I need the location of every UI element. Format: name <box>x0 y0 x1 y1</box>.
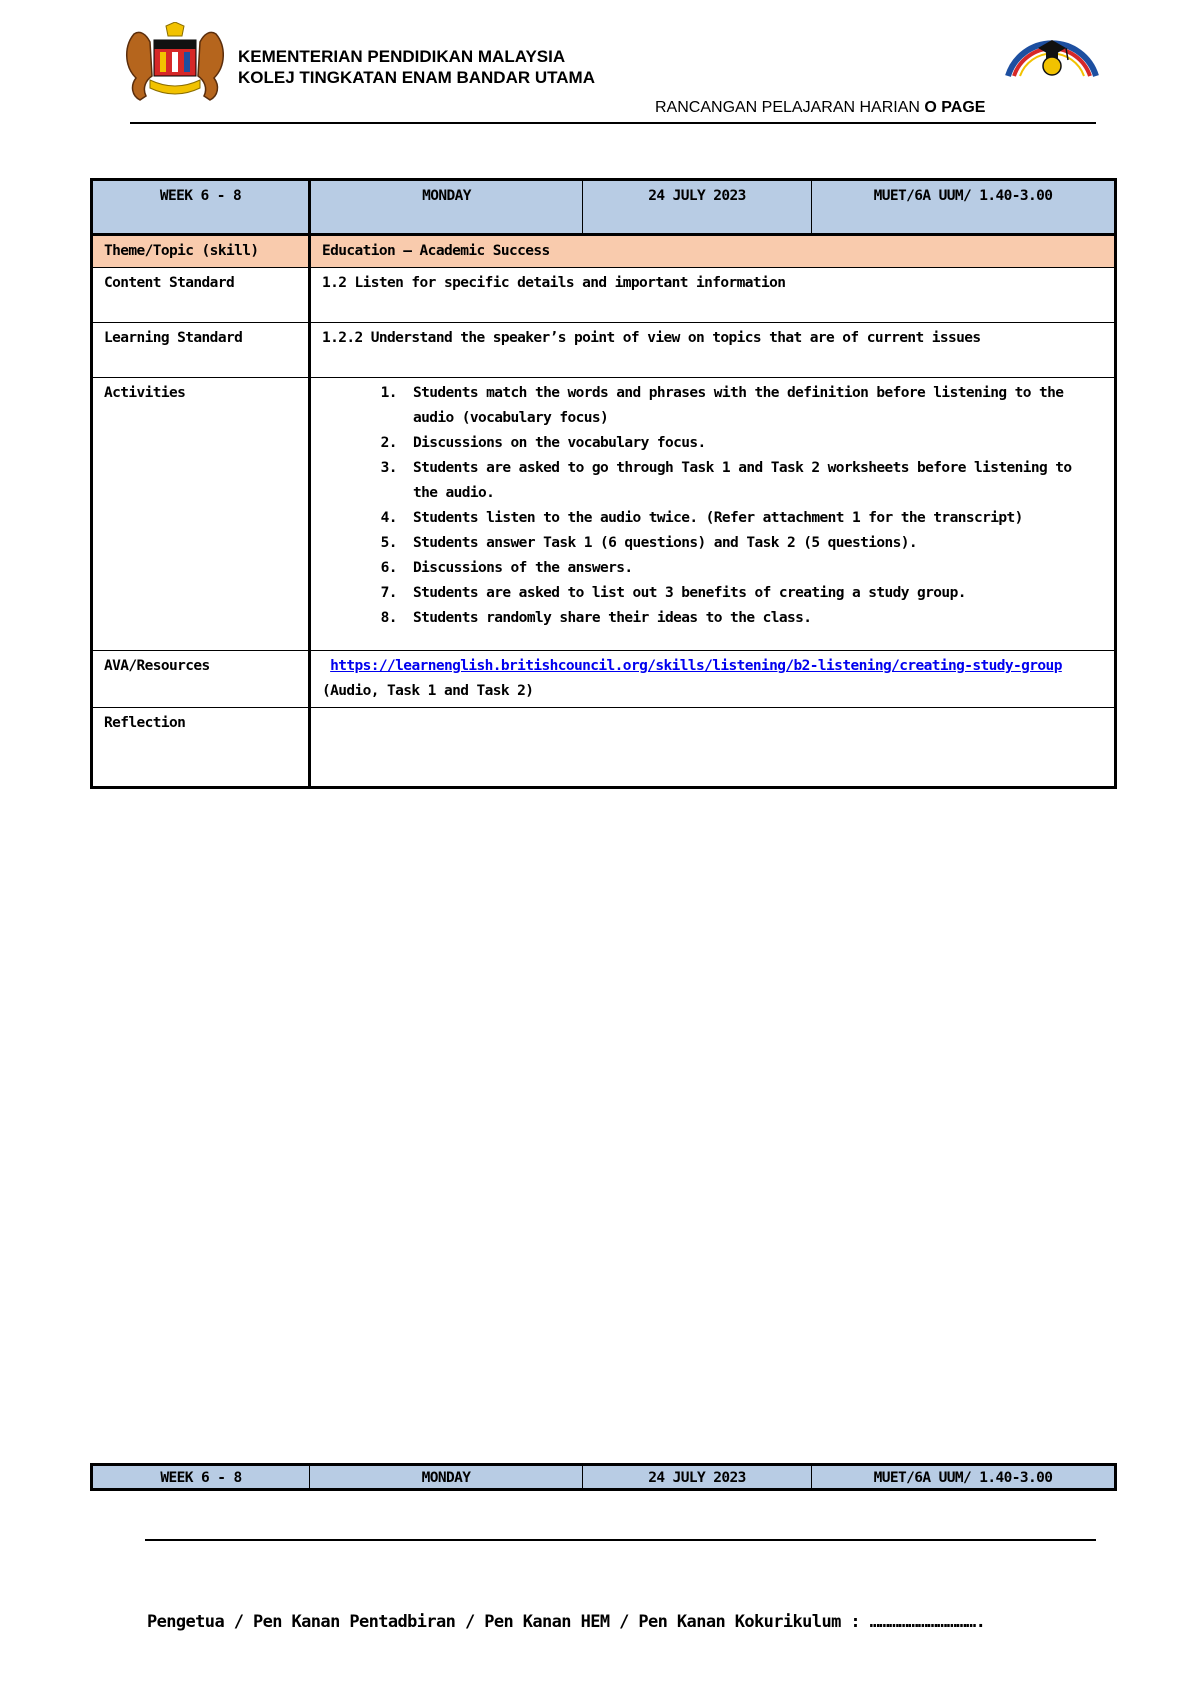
activity-item: 3. Students are asked to go through Task 1 and Task 2 worksheets before listening to the audio. <box>405 456 1103 506</box>
info-row <box>92 180 1116 235</box>
activity-item: 2. Discussions on the vocabulary focus. <box>405 431 1103 456</box>
resources-cell <box>310 651 1116 708</box>
header-divider <box>130 122 1096 124</box>
activity-item: 7. Students are asked to list out 3 benefits of creating a study group. <box>405 581 1103 606</box>
resources-note: (Audio, Task 1 and Task 2) <box>322 683 534 699</box>
reflection-label: Reflection <box>92 708 310 788</box>
reflection-row <box>92 708 1116 788</box>
college-name: KOLEJ TINGKATAN ENAM BANDAR UTAMA <box>238 68 595 87</box>
learning-standard-value: 1.2.2 Understand the speaker’s point of view on topics that are of current issues <box>310 323 1116 378</box>
footer-info-row <box>92 1465 1116 1490</box>
college-logo-icon <box>1000 16 1104 82</box>
theme-row <box>92 235 1116 268</box>
activity-item: 1. Students match the words and phrases with the definition before listening to the audio (vocabulary focus) <box>405 381 1103 431</box>
activity-item: 8. Students randomly share their ideas to the class. <box>405 606 1103 631</box>
footer-divider <box>145 1539 1096 1541</box>
resources-label: AVA/Resources <box>92 651 310 708</box>
activities-label: Activities <box>92 378 310 651</box>
coat-of-arms-icon <box>120 22 230 104</box>
footer-class-time-cell: MUET/6A UUM/ 1.40-3.00 <box>812 1465 1116 1490</box>
content-standard-label: Content Standard <box>92 268 310 323</box>
footer-info-table <box>90 1463 1117 1491</box>
footer-date-cell: 24 JULY 2023 <box>583 1465 812 1490</box>
week-cell: WEEK 6 - 8 <box>92 180 310 235</box>
resources-row <box>92 651 1116 708</box>
theme-label: Theme/Topic (skill) <box>92 235 310 268</box>
document-title <box>655 96 985 113</box>
resources-link[interactable]: https://learnenglish.britishcouncil.org/skills/listening/b2-listening/creating-study-group <box>330 658 1062 674</box>
activity-item: 6. Discussions of the answers. <box>405 556 1103 581</box>
activities-cell <box>310 378 1116 651</box>
learning-standard-row <box>92 323 1116 378</box>
activities-row <box>92 378 1116 651</box>
activities-list <box>322 381 1103 631</box>
page-label: O PAGE <box>924 99 986 113</box>
rph-label: RANCANGAN PELAJARAN HARIAN <box>655 99 920 113</box>
footer-day-cell: MONDAY <box>310 1465 583 1490</box>
content-standard-row <box>92 268 1116 323</box>
activity-item: 5. Students answer Task 1 (6 questions) and Task 2 (5 questions). <box>405 531 1103 556</box>
class-time-cell: MUET/6A UUM/ 1.40-3.00 <box>812 180 1116 235</box>
footer-week-cell: WEEK 6 - 8 <box>92 1465 310 1490</box>
ministry-name: KEMENTERIAN PENDIDIKAN MALAYSIA <box>238 47 566 66</box>
activity-item: 4. Students listen to the audio twice. (Refer attachment 1 for the transcript) <box>405 506 1103 531</box>
lesson-plan-table <box>90 178 1117 789</box>
reflection-value[interactable] <box>310 708 1116 788</box>
theme-value: Education – Academic Success <box>310 235 1116 268</box>
day-cell: MONDAY <box>310 180 583 235</box>
signoff-line: Pengetua / Pen Kanan Pentadbiran / Pen Kanan HEM / Pen Kanan Kokurikulum : ……………………………. <box>147 1612 986 1632</box>
learning-standard-label: Learning Standard <box>92 323 310 378</box>
content-standard-value: 1.2 Listen for specific details and important information <box>310 268 1116 323</box>
date-cell: 24 JULY 2023 <box>583 180 812 235</box>
